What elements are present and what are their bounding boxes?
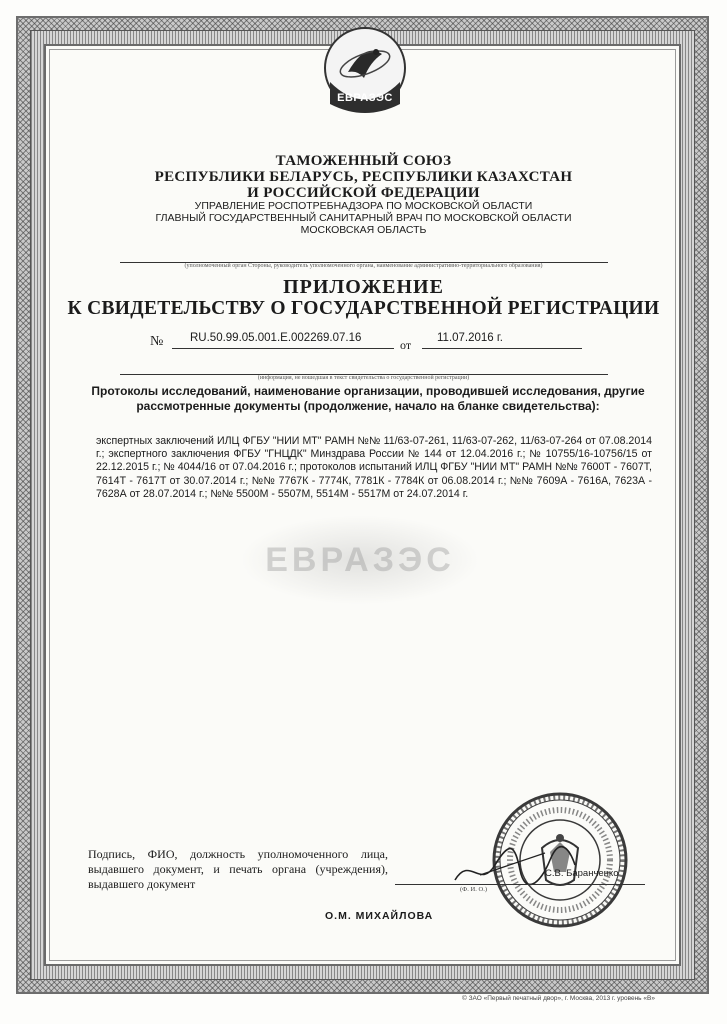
watermark-text: ЕВРАЗЭС (265, 541, 455, 579)
header-line-1: ТАМОЖЕННЫЙ СОЮЗ (275, 153, 452, 169)
info-caption: (информация, не вошедшая в текст свидетельства о государственной регистрации) (257, 375, 470, 381)
signer-name-right: С.В. Баранченко (545, 868, 619, 879)
org-caption: (уполномоченный орган Стороны, руководитель уполномоченного органа, наименование административно-территориального образования) (184, 263, 543, 269)
fio-caption: (Ф. И. О.) (460, 886, 487, 893)
date-underline (422, 348, 582, 349)
header-line-5: ГЛАВНЫЙ ГОСУДАРСТВЕННЫЙ САНИТАРНЫЙ ВРАЧ ПО МОСКОВСКОЙ ОБЛАСТИ (155, 212, 572, 224)
logo-text: ЕВРАЗЭС (337, 92, 393, 104)
fio-underline (395, 884, 645, 885)
title-line-1: ПРИЛОЖЕНИЕ (283, 276, 444, 298)
section-body: экспертных заключений ИЛЦ ФГБУ "НИИ МТ" РАМН №№ 11/63-07-261, 11/63-07-262, 11/63-07-264 от 07.08.2014 г.; экспертного заключения ФГБУ "ГНЦДК" Минздрава России № 144 от 12.04.2016 г.; № 10755/16-10756/15 от 22.12.2015 г.; № 4044/16 от 07.04.2016 г.; протоколов испытаний ИЛЦ ФГБУ "НИИ МТ" РАМН №№ 7600Т - 7607Т, 7614Т - 7617Т от 30.07.2014 г.; №№ 7767К - 7774К, 7781К - 7784К от 06.08.2014 г.; №№ 7609А - 7616А, 7623А - 7628А от 28.07.2014 г.; №№ 5500М - 5507М, 5514М - 5517М от 24.07.2014 г. (96, 435, 652, 500)
header-line-6: МОСКОВСКАЯ ОБЛАСТЬ (300, 224, 427, 236)
header-line-2: РЕСПУБЛИКИ БЕЛАРУСЬ, РЕСПУБЛИКИ КАЗАХСТАН (154, 169, 573, 185)
number-sign: № (150, 334, 164, 349)
signer-name: О.М. МИХАЙЛОВА (325, 910, 434, 922)
header-line-3: И РОССИЙСКОЙ ФЕДЕРАЦИИ (247, 185, 480, 201)
signature-label: Подпись, ФИО, должность уполномоченного лица, выдавшего документ, и печать органа (учреждения), выдавшего документ (88, 847, 388, 891)
registration-number: RU.50.99.05.001.E.002269.07.16 (190, 332, 362, 344)
header-line-4: УПРАВЛЕНИЕ РОСПОТРЕБНАДЗОРА ПО МОСКОВСКОЙ ОБЛАСТИ (194, 200, 533, 212)
watermark (240, 515, 480, 605)
section-title: Протоколы исследований, наименование организации, проводившей исследования, другие рассмотренные документы (продолжение, начало на бланке свидетельства): (91, 384, 645, 413)
printer-footer: © ЗАО «Первый печатный двор», г. Москва, 2013 г. уровень «В» (462, 995, 655, 1002)
number-ot: от (400, 338, 412, 352)
eurasec-logo (320, 22, 410, 122)
registration-date: 11.07.2016 г. (437, 332, 503, 344)
title-line-2: К СВИДЕТЕЛЬСТВУ О ГОСУДАРСТВЕННОЙ РЕГИСТРАЦИИ (67, 298, 660, 319)
number-underline (172, 348, 394, 349)
